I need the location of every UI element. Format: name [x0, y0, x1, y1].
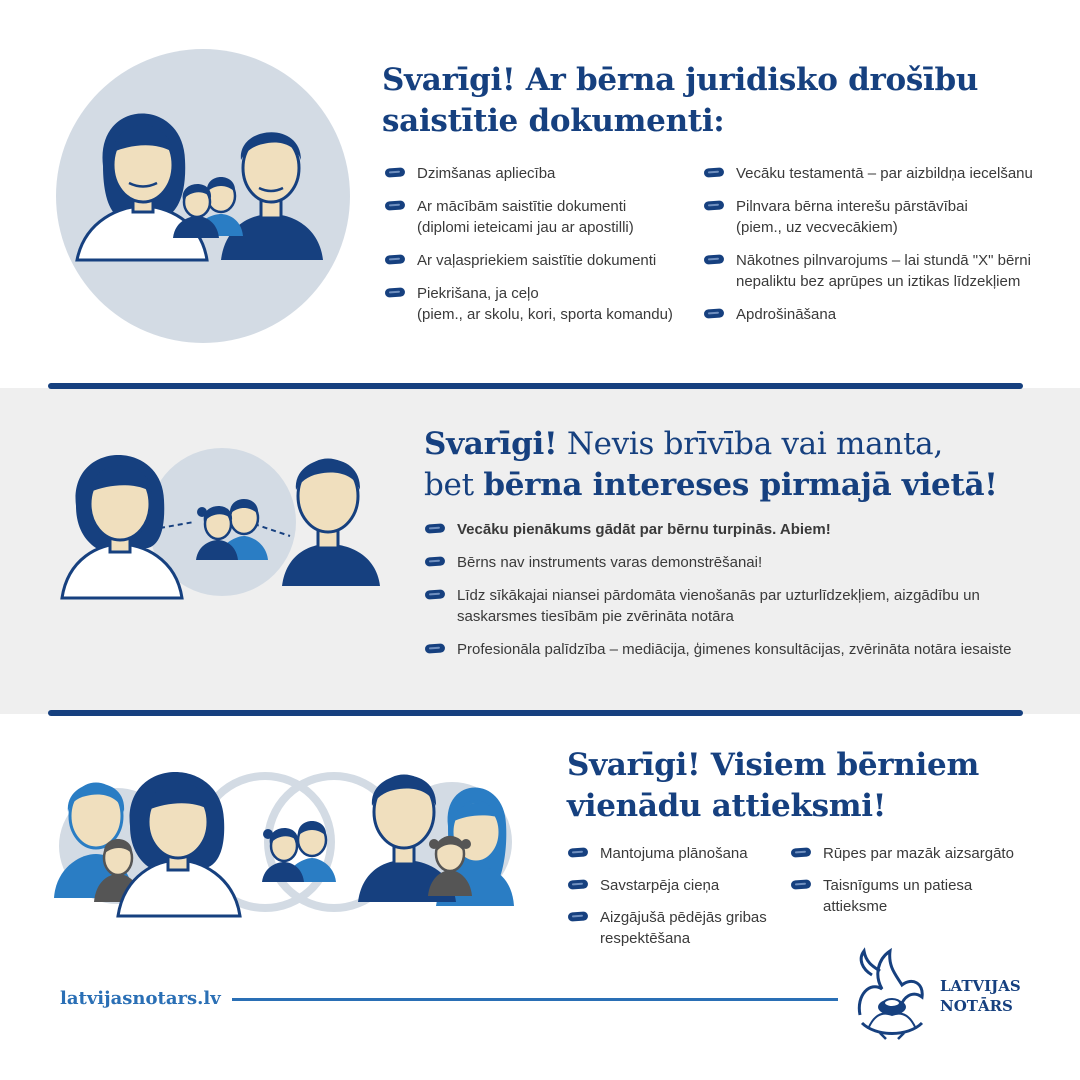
- list-item: Apdrošināšana: [704, 304, 1064, 325]
- bullet-icon: [385, 287, 406, 297]
- list-item: Nākotnes pilnvarojums – lai stundā "X" bērni nepaliktu bez aprūpes un iztikas līdzekļiem: [704, 250, 1064, 292]
- bullet-icon: [704, 254, 725, 264]
- bullet-icon: [385, 167, 406, 177]
- bullet-icon: [704, 200, 725, 210]
- notary-seal-logo-icon: [852, 945, 930, 1041]
- list-item: Aizgājušā pēdējās gribas respektēšana: [568, 907, 783, 949]
- separated-parents-illustration: [58, 436, 388, 606]
- list-item: Ar mācībām saistītie dokumenti (diplomi ieteicami jau ar apostilli): [385, 196, 695, 238]
- list-item: Vecāku pienākums gādāt par bērnu turpinās. Abiem!: [425, 519, 1065, 540]
- bullet-icon: [791, 847, 812, 857]
- list-item: Piekrišana, ja ceļo (piem., ar skolu, kori, sporta komandu): [385, 283, 695, 325]
- section1-right-list: [704, 163, 1064, 325]
- list-item: Pilnvara bērna interešu pārstāvībai (piem., uz vecvecākiem): [704, 196, 1064, 238]
- list-item: Ar vaļaspriekiem saistītie dokumenti: [385, 250, 695, 271]
- section3-title: Svarīgi! Visiem bērniem vienādu attieksmi!: [567, 747, 979, 824]
- list-item: Savstarpēja cieņa: [568, 875, 783, 896]
- section2-list: [425, 519, 1065, 660]
- bullet-icon: [425, 643, 446, 653]
- bullet-icon: [568, 911, 589, 921]
- section3-left-list: [568, 843, 783, 949]
- section3-right-list: [791, 843, 1051, 917]
- website-link[interactable]: latvijasnotars.lv: [60, 988, 221, 1009]
- list-item: Līdz sīkākajai niansei pārdomāta vienošanās par uzturlīdzekļiem, aizgādību un saskarsmes tiesībām pie zvērināta notāra: [425, 585, 1065, 627]
- bullet-icon: [704, 167, 725, 177]
- list-item: Profesionāla palīdzība – mediācija, ģimenes konsultācijas, zvērināta notāra iesaiste: [425, 639, 1065, 660]
- divider-top: [48, 383, 1023, 389]
- bullet-icon: [425, 523, 446, 533]
- bullet-icon: [425, 589, 446, 599]
- family-illustration: [55, 48, 355, 348]
- bullet-icon: [385, 200, 406, 210]
- divider-bottom: [48, 710, 1023, 716]
- list-item: Vecāku testamentā – par aizbildņa iecelšanu: [704, 163, 1064, 184]
- section1-title: Svarīgi! Ar bērna juridisko drošību saistītie dokumenti:: [382, 62, 979, 139]
- bullet-icon: [791, 879, 812, 889]
- list-item: Taisnīgums un patiesa attieksme: [791, 875, 1051, 917]
- bullet-icon: [568, 879, 589, 889]
- section1-left-list: [385, 163, 695, 325]
- footer-divider: [232, 998, 838, 1001]
- list-item: Rūpes par mazāk aizsargāto: [791, 843, 1051, 864]
- list-item: Bērns nav instruments varas demonstrēšanai!: [425, 552, 1065, 573]
- list-item: Dzimšanas apliecība: [385, 163, 695, 184]
- list-item: Mantojuma plānošana: [568, 843, 783, 864]
- blended-family-illustration: [52, 756, 512, 916]
- bullet-icon: [704, 308, 725, 318]
- bullet-icon: [385, 254, 406, 264]
- logo-wordmark: LATVIJAS NOTĀRS: [940, 977, 1021, 1015]
- section2-title: Svarīgi! Nevis brīvība vai manta, bet bērna intereses pirmajā vietā!: [424, 426, 998, 503]
- bullet-icon: [425, 556, 446, 566]
- bullet-icon: [568, 847, 589, 857]
